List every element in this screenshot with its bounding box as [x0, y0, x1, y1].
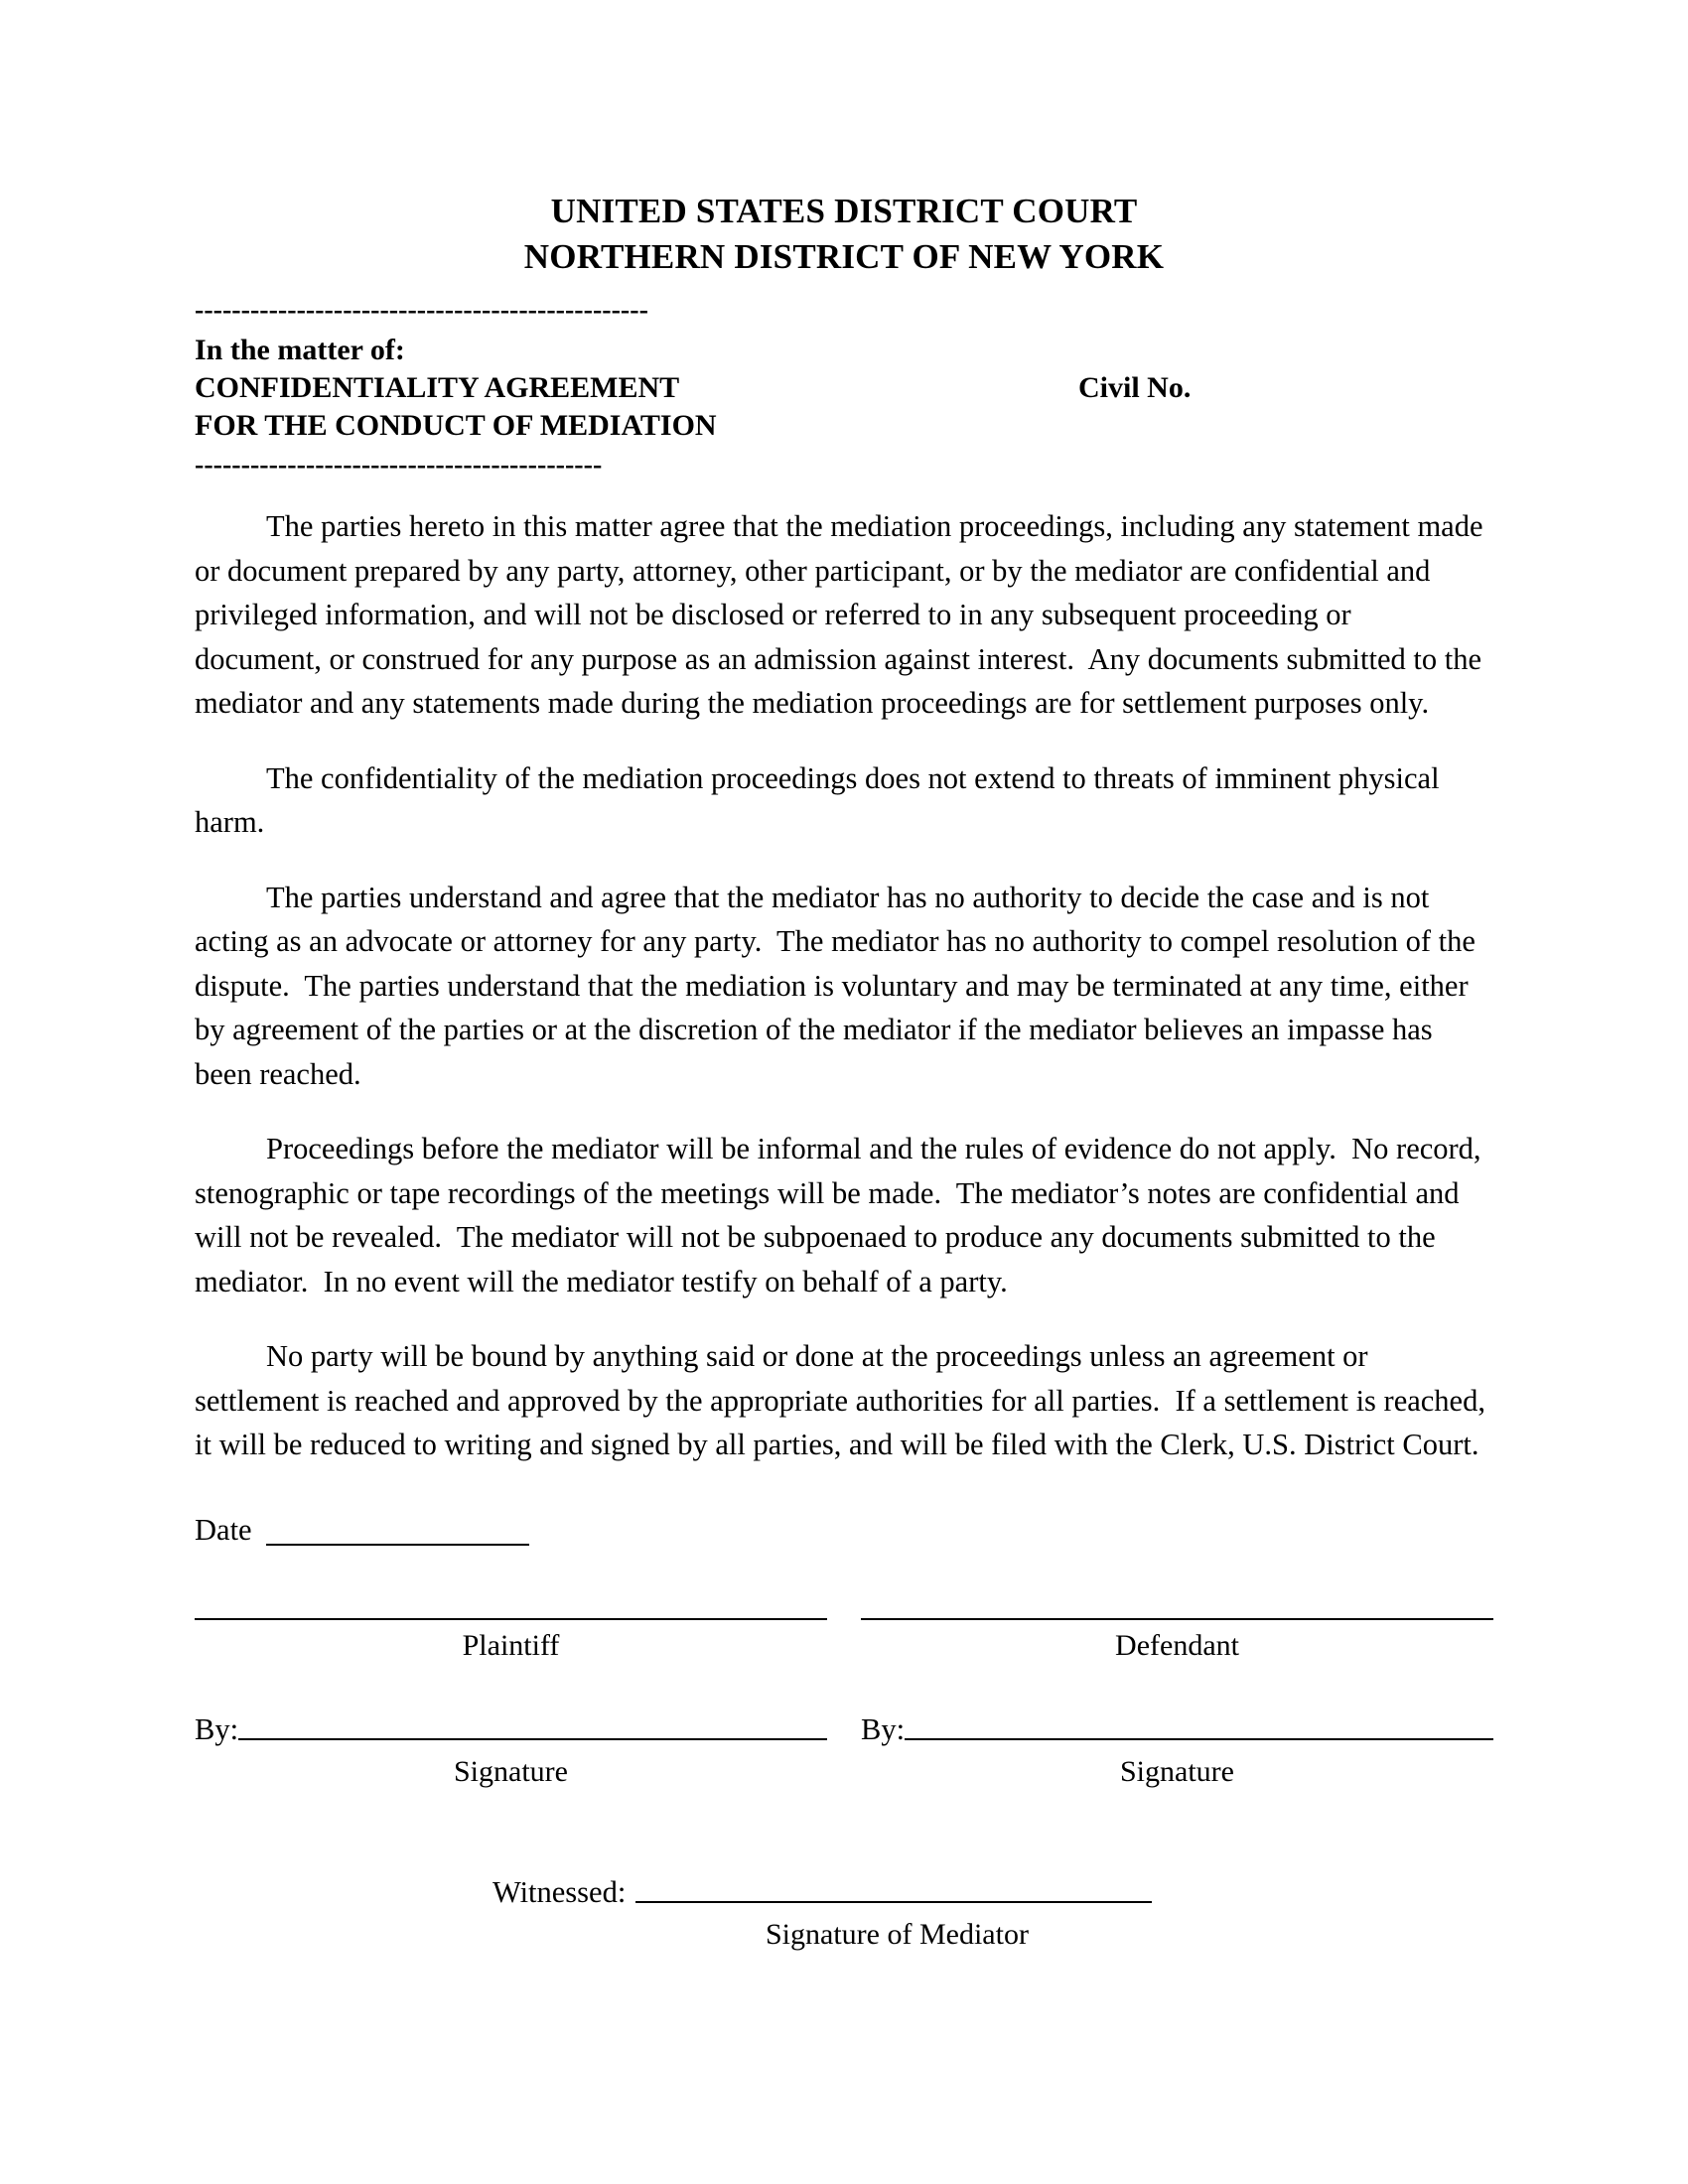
plaintiff-label: Plaintiff [462, 1629, 560, 1662]
caption-title-row-1 [195, 369, 1515, 407]
defendant-signature-column [861, 1618, 1493, 1792]
mediator-signature-caption: Signature of Mediator [766, 1918, 1029, 1951]
agreement-title-line1: CONFIDENTIALITY AGREEMENT [195, 371, 680, 404]
date-field-row [195, 1510, 529, 1550]
paragraph: Proceedings before the mediator will be informal and the rules of evidence do not apply. No record, stenographic or tape recordings of the meetings will be made. The mediator’s notes are confidential and will not be revealed. The mediator will not be subpoenaed to produce any documents submitted to the mediator. In no event will the mediator testify on behalf of a party. [195, 1132, 1489, 1298]
signature-columns [195, 1618, 1493, 1792]
paragraph: No party will be bound by anything said or done at the proceedings unless an agreement or settlement is reached and approved by the appropriate authorities for all parties. If a settlement is reached, it will be reduced to writing and signed by all parties, and will be filed with the Clerk, U.S. District Court. [195, 1339, 1493, 1461]
witness-row [195, 1875, 1493, 1909]
defendant-signature-caption: Signature [1120, 1755, 1234, 1788]
caption-block [195, 294, 1515, 482]
date-label: Date [195, 1513, 252, 1547]
court-name-line: UNITED STATES DISTRICT COURT [550, 192, 1138, 230]
signature-block [195, 1618, 1493, 1792]
witnessed-label: Witnessed: [492, 1875, 627, 1909]
date-input-blank[interactable] [266, 1544, 529, 1546]
caption-rows [195, 332, 1515, 445]
plaintiff-signature-caption: Signature [454, 1755, 568, 1788]
witness-block [195, 1875, 1493, 1955]
mediator-signature-blank[interactable] [635, 1901, 1152, 1903]
defendant-by-label: By: [861, 1712, 906, 1746]
civil-no-label: Civil No. [1078, 371, 1192, 404]
defendant-by-row [861, 1712, 1493, 1746]
court-heading [0, 189, 1688, 280]
plaintiff-name-blank[interactable] [195, 1618, 827, 1620]
court-district-line: NORTHERN DISTRICT OF NEW YORK [523, 237, 1165, 276]
caption-in-the-matter-of-row [195, 332, 1515, 369]
body-text [195, 504, 1493, 1498]
caption-top-divider: ------------------------------------------------- [195, 295, 648, 326]
plaintiff-by-row [195, 1712, 827, 1746]
paragraph: The confidentiality of the mediation proceedings does not extend to threats of imminent physical harm. [195, 760, 1448, 839]
caption-title-row-2 [195, 407, 1515, 445]
plaintiff-signature-blank[interactable] [238, 1738, 827, 1740]
paragraph: The parties hereto in this matter agree that the mediation proceedings, including any statement made or document prepared by any party, attorney, other participant, or by the mediator are confidential and privileged information, and will not be disclosed or referred to in any subsequent proceeding or document, or construed for any purpose as an admission against interest. Any documents submitted to the mediator and any statements made during the mediation proceedings are for settlement purposes only. [195, 509, 1491, 720]
paragraph: The parties understand and agree that the mediator has no authority to decide the case and is not acting as an advocate or attorney for any party. The mediator has no authority to compel resolution of the dispute. The parties understand that the mediation is voluntary and may be terminated at any time, either by agreement of the parties or at the discretion of the mediator if the mediator believes an impasse has been reached. [195, 880, 1483, 1091]
in-the-matter-of-label: In the matter of: [195, 334, 405, 366]
agreement-title-line2: FOR THE CONDUCT OF MEDIATION [195, 409, 717, 442]
defendant-signature-blank[interactable] [905, 1738, 1493, 1740]
plaintiff-by-label: By: [195, 1712, 239, 1746]
defendant-label: Defendant [1115, 1629, 1239, 1662]
caption-bottom-divider: -------------------------------------------- [195, 450, 603, 480]
defendant-name-blank[interactable] [861, 1618, 1493, 1620]
plaintiff-signature-column [195, 1618, 827, 1792]
